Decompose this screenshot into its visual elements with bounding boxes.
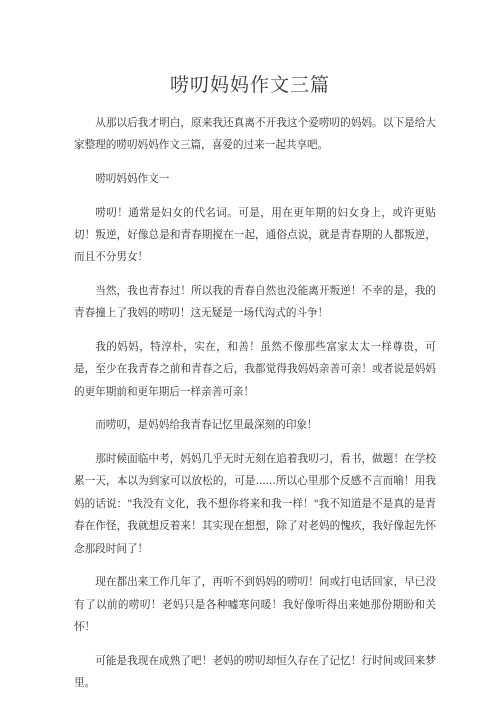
body-paragraph: 可能是我现在成熟了吧！老妈的唠叨却恒久存在了记忆！行时间或回来梦里。 [74,654,436,690]
document-body [74,112,436,706]
body-paragraph: 我的妈妈，特淳朴，实在，和善！虽然不像那些富家太太一样尊贵，可是，至少在我青春之前和青春之后，我都觉得我妈妈亲善可亲！或者说是妈妈的更年期前和更年期后一样亲善可亲！ [74,341,436,398]
body-paragraph: 而唠叨，是妈妈给我青春记忆里最深刻的印象！ [95,419,318,432]
essay-heading: 唠叨妈妈作文一 [95,173,170,185]
intro-paragraph: 从那以后我才明白，原来我还真离不开我这个爱唠叨的妈妈。以下是给大家整理的唠叨妈妈作文三篇，喜爱的过来一起共享吧。 [74,117,436,152]
document-title: 唠叨妈妈作文三篇 [169,74,330,96]
body-paragraph: 唠叨！通常是妇女的代名词。可是，用在更年期的妇女身上，或许更贴切！叛逆，好像总是和青春期搅在一起，通俗点说，就是青春期的人都叛逆，而且不分男女！ [74,206,436,264]
body-paragraph: 当然，我也青春过！所以我的青春自然也没能离开叛逆！不幸的是，我的青春撞上了我妈的唠叨！这无疑是一场代沟式的斗争！ [74,285,436,320]
body-paragraph: 现在都出来工作几年了，再听不到妈妈的唠叨！间或打电话回家，早已没有了以前的唠叨！老妈只是各种嘘寒问暖！我好像听得出来她那份期盼和关怀！ [74,576,436,634]
body-paragraph: 那时候面临中考，妈妈几乎无时无刻在追着我叨刁，看书，做题！在学校累一天，本以为到家可以放松的，可是......所以心里那个反感不言而喻！用我妈的话说："我没有文化，我不想你将来和我一样！"我不知道是不是真的是青春在作怪，我就想反着来！其实现在想想，除了对老妈的愧疚，我好像起先怀念那段时间了！ [74,453,436,555]
